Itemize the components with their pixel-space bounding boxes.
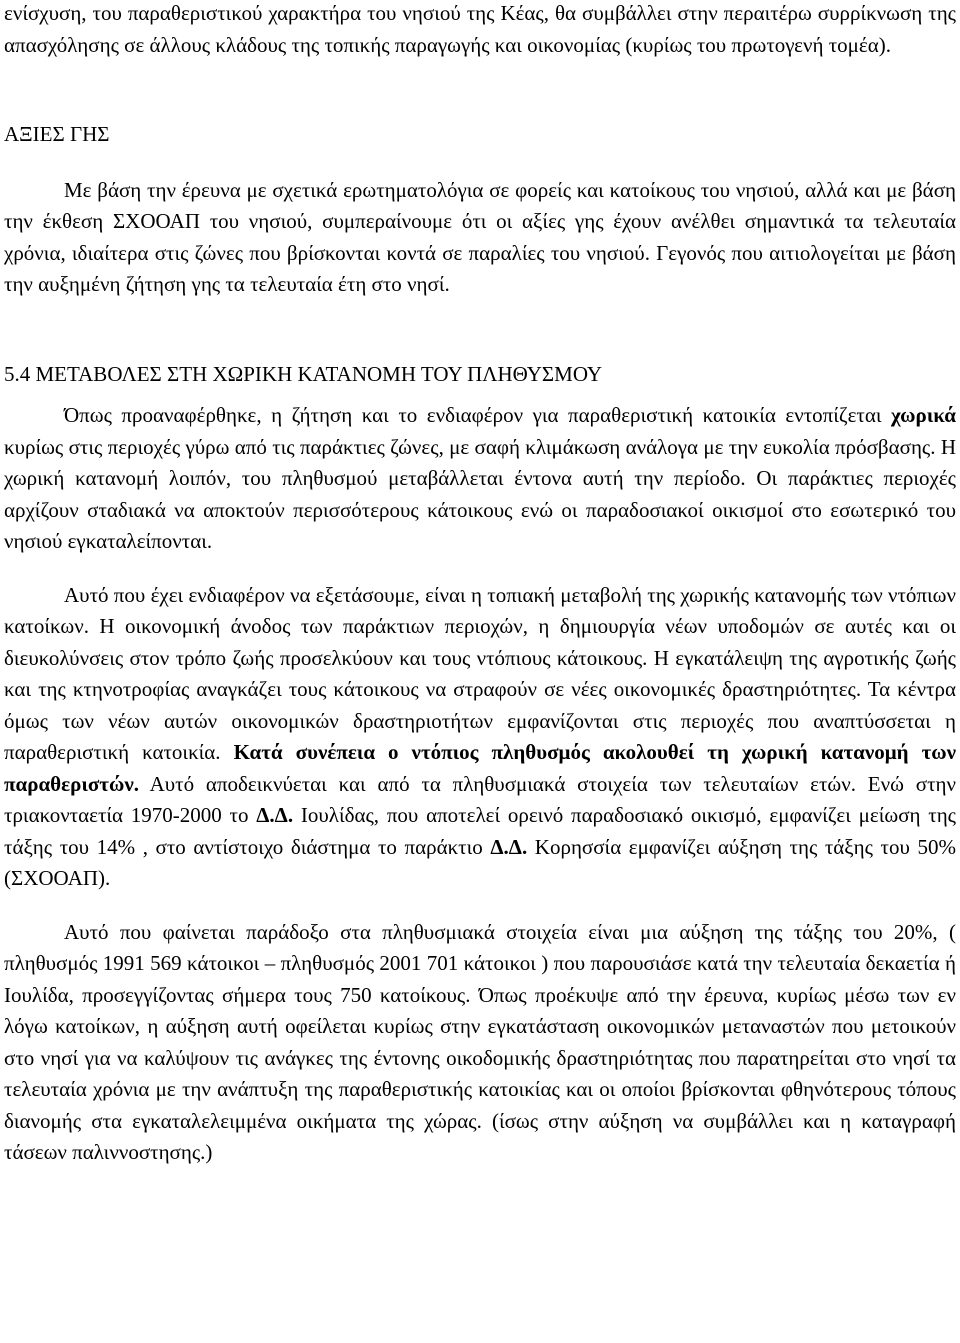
intro-paragraph: ενίσχυση, του παραθεριστικού χαρακτήρα του νησιού της Κέας, θα συμβάλλει στην περαιτέρω συρρίκνωση της απασχόλησης σε άλλους κλάδους της τοπικής παραγωγής και οικονομίας (κυρίως του πρωτογενή τομέα). [4,1,956,57]
bold-abbreviation: Δ.Δ. [256,803,294,827]
paragraph-text: κυρίως στις περιοχές γύρω από τις παράκτιες ζώνες, με σαφή κλιμάκωση ανάλογα με την ευκολία πρόσβασης. Η χωρική κατανομή λοιπόν, του πληθυσμού μεταβάλλεται έντονα αυτή την περίοδο. Οι παράκτιες περιοχές αρχίζουν σταδιακά να αποκτούν περισσότερους κάτοικους ενώ οι παραδοσιακοί οικισμοί στο εσωτερικό του νησιού εγκαταλείπονται. [4,434,956,553]
section-5-4-paragraph-2 [4,580,956,895]
paragraph-text: Αυτό που έχει ενδιαφέρον να εξετάσουμε, είναι η τοπιακή μεταβολή της χωρικής κατανομής των ντόπιων κατοίκων. Η οικονομική άνοδος των παράκτιων περιοχών, η δημιουργία νέων υποδομών σε αυτές και οι διευκολύνσεις στον τρόπο ζωής προσελκύουν και τους ντόπιους κάτοικους. Η εγκατάλειψη της αγροτικής ζωής και της κτηνοτροφίας αναγκάζει τους κάτοικους να στραφούν σε νέες οικονομικές δραστηριότητες. Τα κέντρα όμως των νέων αυτών οικονομικών δραστηριοτήτων εμφανίζονται στις περιοχές που αναπτύσσεται η παραθεριστική κατοικία. [4,582,956,764]
spacer [4,895,956,917]
land-values-paragraph: Με βάση την έρευνα με σχετικά ερωτηματολόγια σε φορείς και κατοίκους του νησιού, αλλά και με βάση την έκθεση ΣΧΟΟΑΠ του νησιού, συμπεραίνουμε ότι οι αξίες γης έχουν ανέλθει σημαντικά τα τελευταία χρόνια, ιδιαίτερα στις ζώνες που βρίσκονται κοντά σε παραλίες του νησιού. Γεγονός που αιτιολογείται με βάση την αυξημένη ζήτηση γης τα τελευταία έτη στο νησί. [4,177,956,296]
land-values-heading: ΑΞΙΕΣ ΓΗΣ [4,122,110,146]
bold-abbreviation: Δ.Δ. [490,834,528,859]
section-5-4-paragraph-1 [4,400,956,558]
paragraph-text: Όπως προαναφέρθηκε, η ζήτηση και το ενδιαφέρον για παραθεριστική κατοικία εντοπίζεται [64,403,892,427]
spacer [4,558,956,580]
spacer [4,61,956,119]
spacer [4,151,956,175]
section-5-4-heading: 5.4 ΜΕΤΑΒΟΛΕΣ ΣΤΗ ΧΩΡΙΚΗ ΚΑΤΑΝΟΜΗ ΤΟΥ ΠΛΗΘΥΣΜΟΥ [4,361,603,386]
section-5-4-paragraph-3: Αυτό που φαίνεται παράδοξο στα πληθυσμιακά στοιχεία είναι μια αύξηση της τάξης του 20%, ( πληθυσμός 1991 569 κάτοικοι – πληθυσμός 2001 701 κάτοικοι ) που παρουσιάσε κατά την τελευταία δεκαετία ή Ιουλίδα, προσεγγίζοντας σήμερα τους 750 κατοίκους. Όπως προέκυψε από την έρευνα, κυρίως μέσω των εν λόγω κατοίκων, η αύξηση αυτή οφείλεται κυρίως στην εγκατάσταση οικονομικών μεταναστών που μετοικούν στο νησί για να καλύψουν τις ανάγκες της έντονης οικοδομικής δραστηριότητας που παρατηρείται στο νησί τα τελευταία χρόνια με την ανάπτυξη της παραθεριστικής κατοικίας και οι οποίοι βρίσκονται φθηνότερους τόπους διανομής στα εγκαταλελειμμένα οικήματα της χώρας. (ίσως στην αύξηση να συμβάλλει και η καταγραφή τάσεων παλιννοστησης.) [4,919,956,1164]
bold-conclusion: Κατά συνέπεια ο ντόπιος πληθυσμός ακολουθεί τη χωρική κατανομή των παραθεριστών. [4,740,956,796]
paragraph-text: Κορησσία εμφανίζει αύξηση της τάξης του 50% (ΣΧΟΟΑΠ). [4,834,956,890]
spacer [4,301,956,359]
paragraph-text: Ιουλίδας, που αποτελεί ορεινό παραδοσιακό οικισμό, εμφανίζει μείωση της τάξης του 14% , στο αντίστοιχο διάστημα το παράκτιο [4,803,956,859]
spacer [4,390,956,400]
bold-word-spatially: χωρικά [891,403,956,427]
paragraph-text: Αυτό αποδεικνύεται και από τα πληθυσμιακά στοιχεία των τελευταίων ετών. Ενώ στην τριακονταετία 1970-2000 το [4,771,956,827]
